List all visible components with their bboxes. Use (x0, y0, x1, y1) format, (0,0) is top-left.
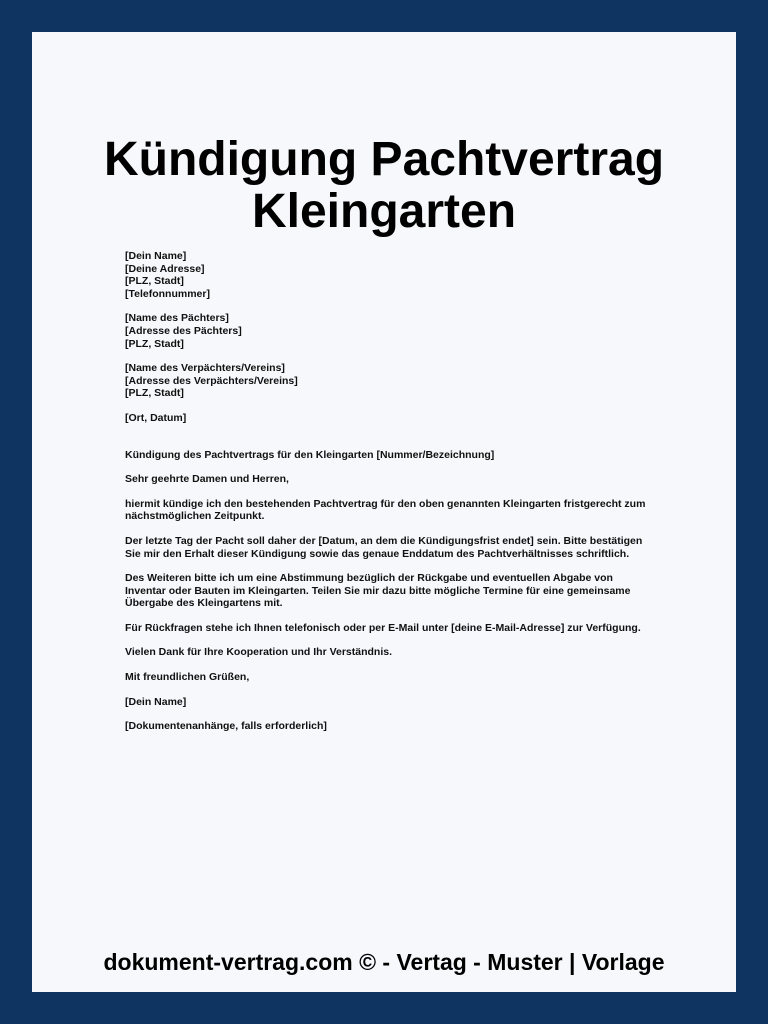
paragraph-5: Vielen Dank für Ihre Kooperation und Ihr Verständnis. (125, 646, 393, 659)
title-line-2: Kleingarten (251, 185, 517, 238)
subject-line: Kündigung des Pachtvertrags für den Kleingarten [Nummer/Bezeichnung] (125, 448, 495, 461)
letter-body (125, 250, 655, 745)
footer-credit: dokument-vertrag.com © - Vertag - Muster | Vorlage (103, 949, 665, 975)
tenant-address: [Adresse des Pächters] (125, 324, 242, 337)
landlord-city: [PLZ, Stadt] (125, 387, 184, 400)
closing: Mit freundlichen Grüßen, (125, 671, 250, 684)
tenant-name: [Name des Pächters] (125, 312, 229, 325)
landlord-name: [Name des Verpächters/Vereins] (125, 362, 285, 375)
sender-phone: [Telefonnummer] (125, 287, 210, 300)
attachments-note: [Dokumentenanhänge, falls erforderlich] (125, 720, 327, 733)
landlord-address: [Adresse des Verpächters/Vereins] (125, 374, 298, 387)
paragraph-4: Für Rückfragen stehe ich Ihnen telefonisch oder per E-Mail unter [deine E-Mail-Adresse] zur Verfügung. (125, 621, 641, 634)
paragraph-3: Des Weiteren bitte ich um eine Abstimmung bezüglich der Rückgabe und eventuellen Abgabe von Inventar oder Bauten im Kleingarten. Teilen Sie mir dazu bitte mögliche Termine für eine gemeinsame Übergabe des Kleingartens mit. (125, 572, 631, 610)
signature-name: [Dein Name] (125, 695, 187, 708)
salutation: Sehr geehrte Damen und Herren, (125, 473, 289, 486)
landlord-block (125, 362, 655, 400)
tenant-city: [PLZ, Stadt] (125, 337, 184, 350)
document-title (32, 134, 736, 238)
place-date-block (125, 412, 655, 425)
place-date: [Ort, Datum] (125, 411, 187, 424)
document-page (32, 32, 736, 992)
sender-address: [Deine Adresse] (125, 262, 205, 275)
sender-name: [Dein Name] (125, 250, 187, 262)
paragraph-1: hiermit kündige ich den bestehenden Pachtvertrag für den oben genannten Kleingarten fristgerecht zum nächstmöglichen Zeitpunkt. (125, 497, 646, 523)
title-line-1: Kündigung Pachtvertrag (103, 133, 665, 186)
sender-block (125, 250, 655, 300)
tenant-block (125, 312, 655, 350)
sender-city: [PLZ, Stadt] (125, 275, 184, 288)
paragraph-2: Der letzte Tag der Pacht soll daher der [Datum, an dem die Kündigungsfrist endet] sein. Bitte bestätigen Sie mir den Erhalt dieser Kündigung sowie das genaue Enddatum des Pachtverhältnisses schriftlich. (125, 534, 643, 560)
